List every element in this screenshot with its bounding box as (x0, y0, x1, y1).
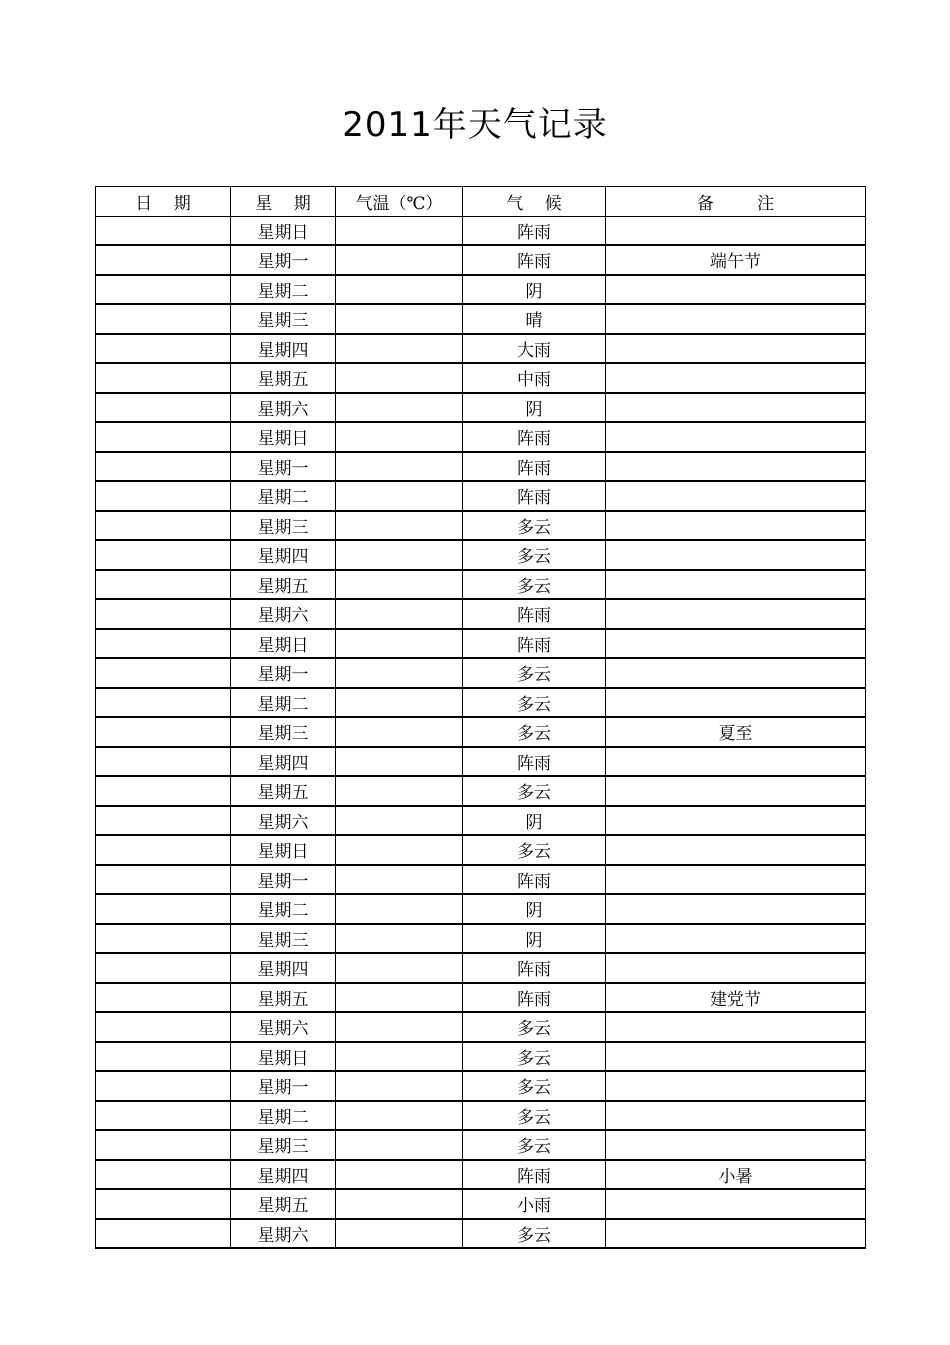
cell-weekday: 星期日 (231, 216, 336, 245)
cell-temperature (336, 806, 463, 836)
cell-note (606, 540, 866, 570)
cell-date (96, 1042, 231, 1072)
cell-temperature (336, 599, 463, 629)
cell-weekday: 星期二 (231, 894, 336, 924)
cell-climate: 多云 (463, 540, 606, 570)
cell-temperature (336, 776, 463, 806)
cell-climate: 多云 (463, 1101, 606, 1131)
cell-climate: 多云 (463, 1012, 606, 1042)
cell-date (96, 1219, 231, 1249)
cell-date (96, 540, 231, 570)
cell-date (96, 688, 231, 718)
cell-date (96, 924, 231, 954)
cell-temperature (336, 304, 463, 334)
table-row (96, 806, 866, 836)
cell-weekday: 星期三 (231, 511, 336, 541)
cell-note (606, 481, 866, 511)
cell-weekday: 星期六 (231, 806, 336, 836)
table-row (96, 1160, 866, 1190)
cell-note (606, 747, 866, 777)
cell-climate: 大雨 (463, 334, 606, 364)
cell-date (96, 452, 231, 482)
cell-weekday: 星期五 (231, 983, 336, 1013)
cell-climate: 多云 (463, 511, 606, 541)
cell-temperature (336, 452, 463, 482)
cell-date (96, 216, 231, 245)
cell-weekday: 星期三 (231, 717, 336, 747)
table-row (96, 776, 866, 806)
cell-temperature (336, 894, 463, 924)
table-row (96, 334, 866, 364)
cell-temperature (336, 334, 463, 364)
cell-note (606, 216, 866, 245)
cell-climate: 阵雨 (463, 1160, 606, 1190)
cell-temperature (336, 865, 463, 895)
cell-note (606, 658, 866, 688)
cell-date (96, 511, 231, 541)
cell-weekday: 星期六 (231, 1219, 336, 1249)
table-row (96, 894, 866, 924)
cell-date (96, 599, 231, 629)
page-title: 2011年天气记录 (342, 105, 608, 145)
cell-climate: 阴 (463, 894, 606, 924)
cell-climate: 多云 (463, 776, 606, 806)
cell-date (96, 1071, 231, 1101)
cell-note (606, 924, 866, 954)
cell-climate: 阵雨 (463, 452, 606, 482)
cell-climate: 多云 (463, 1071, 606, 1101)
cell-temperature (336, 216, 463, 245)
cell-climate: 多云 (463, 1130, 606, 1160)
cell-climate: 多云 (463, 658, 606, 688)
cell-weekday: 星期二 (231, 481, 336, 511)
cell-date (96, 1130, 231, 1160)
cell-temperature (336, 953, 463, 983)
cell-date (96, 1101, 231, 1131)
table-row (96, 953, 866, 983)
cell-weekday: 星期三 (231, 1130, 336, 1160)
column-header-temperature: 气温（℃） (336, 187, 463, 217)
cell-temperature (336, 1130, 463, 1160)
column-header-date: 日 期 (96, 187, 231, 217)
cell-date (96, 334, 231, 364)
cell-temperature (336, 835, 463, 865)
cell-note (606, 393, 866, 423)
cell-weekday: 星期一 (231, 1071, 336, 1101)
cell-temperature (336, 422, 463, 452)
cell-note (606, 422, 866, 452)
cell-note (606, 835, 866, 865)
table-body (96, 216, 866, 1248)
table-row (96, 216, 866, 245)
cell-date (96, 393, 231, 423)
cell-temperature (336, 1219, 463, 1249)
cell-date (96, 865, 231, 895)
cell-temperature (336, 570, 463, 600)
table-row (96, 1012, 866, 1042)
cell-note (606, 629, 866, 659)
cell-climate: 阴 (463, 806, 606, 836)
cell-weekday: 星期五 (231, 1189, 336, 1219)
table-row (96, 747, 866, 777)
cell-climate: 阵雨 (463, 422, 606, 452)
cell-climate: 小雨 (463, 1189, 606, 1219)
cell-note: 夏至 (606, 717, 866, 747)
cell-note (606, 1189, 866, 1219)
table-row (96, 511, 866, 541)
cell-temperature (336, 983, 463, 1013)
cell-note (606, 1219, 866, 1249)
table-row (96, 422, 866, 452)
cell-weekday: 星期日 (231, 629, 336, 659)
cell-weekday: 星期四 (231, 1160, 336, 1190)
cell-temperature (336, 1101, 463, 1131)
cell-climate: 阵雨 (463, 983, 606, 1013)
cell-temperature (336, 1042, 463, 1072)
cell-date (96, 835, 231, 865)
table-row (96, 717, 866, 747)
cell-temperature (336, 275, 463, 305)
table-row (96, 1130, 866, 1160)
cell-date (96, 894, 231, 924)
cell-weekday: 星期日 (231, 835, 336, 865)
cell-note (606, 1042, 866, 1072)
cell-temperature (336, 1071, 463, 1101)
cell-weekday: 星期五 (231, 776, 336, 806)
cell-climate: 多云 (463, 570, 606, 600)
cell-note: 小暑 (606, 1160, 866, 1190)
cell-note: 端午节 (606, 245, 866, 275)
cell-weekday: 星期五 (231, 570, 336, 600)
cell-note (606, 1012, 866, 1042)
cell-date (96, 747, 231, 777)
cell-weekday: 星期四 (231, 540, 336, 570)
table-header-row (96, 187, 866, 217)
cell-date (96, 1012, 231, 1042)
cell-date (96, 717, 231, 747)
cell-temperature (336, 1160, 463, 1190)
cell-weekday: 星期四 (231, 747, 336, 777)
cell-temperature (336, 511, 463, 541)
cell-note (606, 776, 866, 806)
cell-temperature (336, 924, 463, 954)
cell-note (606, 452, 866, 482)
cell-weekday: 星期日 (231, 1042, 336, 1072)
cell-weekday: 星期二 (231, 688, 336, 718)
table-row (96, 1101, 866, 1131)
cell-note (606, 363, 866, 393)
cell-weekday: 星期一 (231, 452, 336, 482)
cell-climate: 晴 (463, 304, 606, 334)
cell-date (96, 570, 231, 600)
cell-note (606, 304, 866, 334)
cell-climate: 阵雨 (463, 599, 606, 629)
cell-climate: 多云 (463, 835, 606, 865)
cell-climate: 阵雨 (463, 629, 606, 659)
table-row (96, 599, 866, 629)
table-row (96, 245, 866, 275)
cell-date (96, 275, 231, 305)
table-row (96, 688, 866, 718)
cell-date (96, 304, 231, 334)
table-row (96, 924, 866, 954)
cell-climate: 多云 (463, 1042, 606, 1072)
cell-temperature (336, 1189, 463, 1219)
cell-date (96, 481, 231, 511)
cell-note (606, 334, 866, 364)
cell-climate: 多云 (463, 1219, 606, 1249)
cell-date (96, 658, 231, 688)
cell-temperature (336, 629, 463, 659)
cell-note (606, 1101, 866, 1131)
cell-temperature (336, 481, 463, 511)
table-row (96, 1189, 866, 1219)
cell-temperature (336, 688, 463, 718)
cell-note (606, 806, 866, 836)
table-row (96, 983, 866, 1013)
cell-weekday: 星期一 (231, 245, 336, 275)
cell-climate: 多云 (463, 717, 606, 747)
table-row (96, 1219, 866, 1249)
table-row (96, 1071, 866, 1101)
cell-date (96, 806, 231, 836)
table-row (96, 1042, 866, 1072)
table-row (96, 835, 866, 865)
cell-date (96, 776, 231, 806)
cell-date (96, 983, 231, 1013)
cell-temperature (336, 747, 463, 777)
cell-weekday: 星期三 (231, 924, 336, 954)
cell-date (96, 245, 231, 275)
cell-climate: 阴 (463, 275, 606, 305)
cell-climate: 阵雨 (463, 953, 606, 983)
cell-temperature (336, 393, 463, 423)
cell-weekday: 星期三 (231, 304, 336, 334)
cell-date (96, 629, 231, 659)
cell-weekday: 星期四 (231, 334, 336, 364)
cell-note (606, 1130, 866, 1160)
cell-date (96, 422, 231, 452)
cell-note (606, 570, 866, 600)
cell-climate: 阵雨 (463, 216, 606, 245)
cell-weekday: 星期六 (231, 599, 336, 629)
cell-weekday: 星期一 (231, 658, 336, 688)
cell-note (606, 1071, 866, 1101)
cell-climate: 阵雨 (463, 245, 606, 275)
cell-note (606, 511, 866, 541)
cell-note (606, 599, 866, 629)
cell-climate: 阵雨 (463, 481, 606, 511)
cell-weekday: 星期六 (231, 1012, 336, 1042)
cell-weekday: 星期六 (231, 393, 336, 423)
cell-weekday: 星期日 (231, 422, 336, 452)
cell-date (96, 953, 231, 983)
cell-note (606, 894, 866, 924)
cell-date (96, 1189, 231, 1219)
table-row (96, 393, 866, 423)
cell-temperature (336, 245, 463, 275)
table-row (96, 275, 866, 305)
column-header-weekday: 星 期 (231, 187, 336, 217)
cell-climate: 中雨 (463, 363, 606, 393)
table-row (96, 629, 866, 659)
cell-note (606, 688, 866, 718)
column-header-climate: 气 候 (463, 187, 606, 217)
cell-temperature (336, 717, 463, 747)
cell-date (96, 1160, 231, 1190)
cell-weekday: 星期二 (231, 275, 336, 305)
table-row (96, 570, 866, 600)
weather-table (95, 186, 866, 1249)
cell-climate: 多云 (463, 688, 606, 718)
cell-weekday: 星期一 (231, 865, 336, 895)
cell-temperature (336, 1012, 463, 1042)
table-row (96, 658, 866, 688)
table-row (96, 865, 866, 895)
cell-weekday: 星期二 (231, 1101, 336, 1131)
cell-climate: 阴 (463, 924, 606, 954)
table-row (96, 452, 866, 482)
cell-weekday: 星期五 (231, 363, 336, 393)
cell-climate: 阴 (463, 393, 606, 423)
cell-note: 建党节 (606, 983, 866, 1013)
table-row (96, 304, 866, 334)
cell-temperature (336, 658, 463, 688)
cell-temperature (336, 363, 463, 393)
table-row (96, 363, 866, 393)
cell-temperature (336, 540, 463, 570)
column-header-note: 备 注 (606, 187, 866, 217)
cell-date (96, 363, 231, 393)
cell-climate: 阵雨 (463, 865, 606, 895)
cell-note (606, 953, 866, 983)
cell-weekday: 星期四 (231, 953, 336, 983)
cell-note (606, 865, 866, 895)
table-row (96, 540, 866, 570)
table-row (96, 481, 866, 511)
cell-note (606, 275, 866, 305)
cell-climate: 阵雨 (463, 747, 606, 777)
